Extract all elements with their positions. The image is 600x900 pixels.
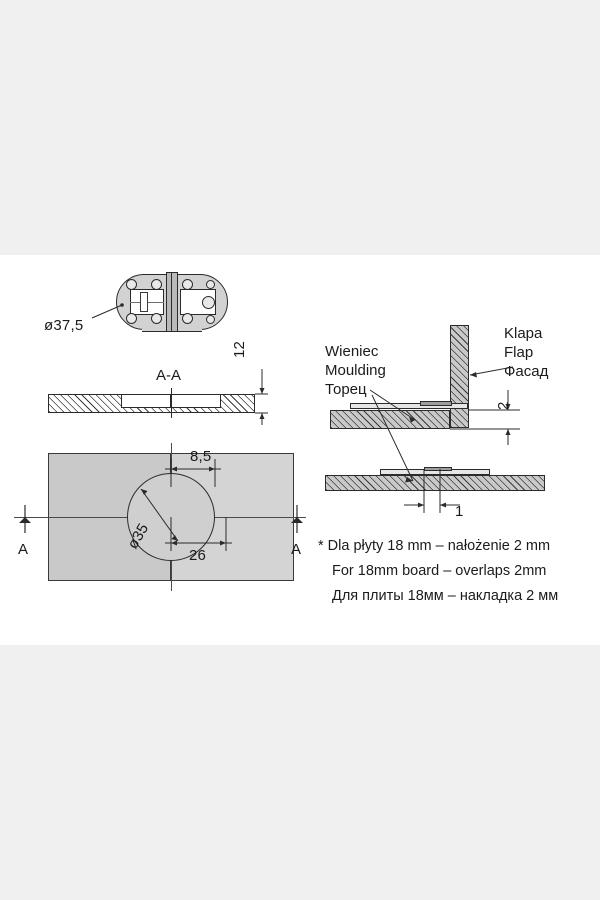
section-mark-left-a: A [18,541,29,558]
dim-offset-85: 8,5 [190,448,212,465]
callout-right-line1: Klapa [504,325,543,342]
note-line-2: For 18mm board – overlaps 2mm [332,563,547,579]
dim-thickness-12: 12 [231,340,248,358]
section-mark-right-a: A [291,541,302,558]
callout-right-line3: Фасад [504,363,549,380]
callout-left-line1: Wieniec [325,343,379,360]
callout-right-line2: Flap [504,344,534,361]
dim-bore-35: ø35 [124,520,153,552]
section-label-aa: A-A [156,367,182,384]
note-line-1: * Dla płyty 18 mm – nałożenie 2 mm [318,538,551,554]
dim-diameter-375: ø37,5 [44,317,84,334]
callout-left-line2: Moulding [325,362,386,379]
note-line-3: Для плиты 18мм – накладка 2 мм [332,588,559,604]
dim-gap-1: 1 [455,503,464,520]
dim-overlap-2: 2 [495,401,512,410]
callout-left-line3: Торец [325,381,367,398]
dim-distance-26: 26 [189,547,207,564]
drawing-panel [0,255,600,645]
callout-leaders [0,255,600,645]
